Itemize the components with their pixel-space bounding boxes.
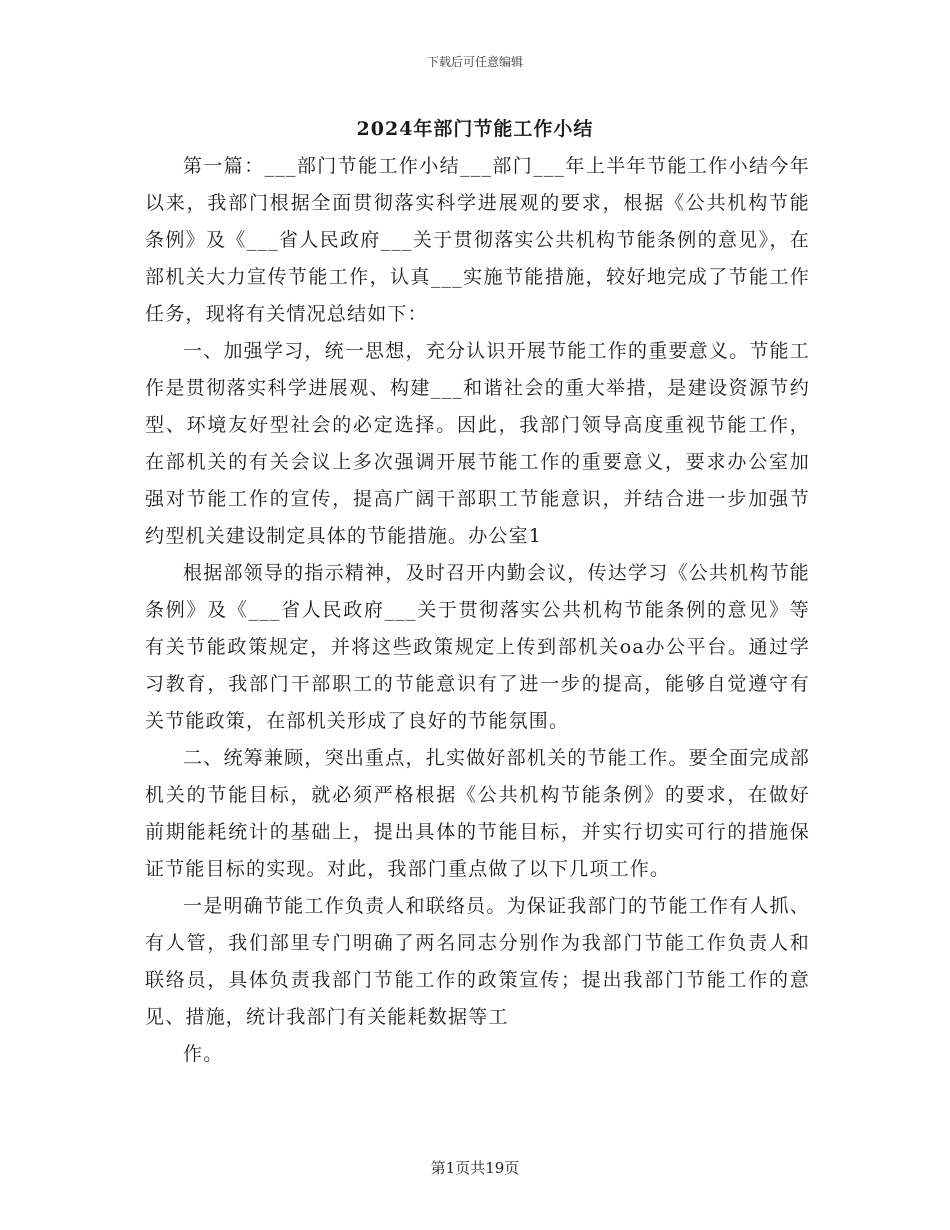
document-body	[145, 148, 810, 1073]
paragraph: 根据部领导的指示精神，及时召开内勤会议，传达学习《公共机构节能条例》及《___省人民政府___关于贯彻落实公共机构节能条例的意见》等有关节能政策规定，并将这些政策规定上传到部机关oa办公平台。通过学习教育，我部门干部职工的节能意识有了进一步的提高，能够自觉遵守有关节能政策，在部机关形成了良好的节能氛围。	[145, 562, 810, 732]
page-number: 第1页共19页	[430, 1159, 520, 1177]
page-header: 下载后可任意编辑	[426, 55, 523, 69]
paragraph: 一是明确节能工作负责人和联络员。为保证我部门的节能工作有人抓、有人管，我们部里专门明确了两名同志分别作为我部门节能工作负责人和联络员，具体负责我部门节能工作的政策宣传；提出我部门节能工作的意见、措施，统计我部门有关能耗数据等工	[145, 895, 810, 1028]
paragraph: 作。	[183, 1043, 224, 1065]
paragraph: 一、加强学习，统一思想，充分认识开展节能工作的重要意义。节能工作是贯彻落实科学进展观、构建___和谐社会的重大举措，是建设资源节约型、环境友好型社会的必定选择。因此，我部门领导高度重视节能工作，在部机关的有关会议上多次强调开展节能工作的重要意义，要求办公室加强对节能工作的宣传，提高广阔干部职工节能意识，并结合进一步加强节约型机关建设制定具体的节能措施。办公室1	[145, 340, 810, 547]
paragraph: 第一篇：___部门节能工作小结___部门___年上半年节能工作小结今年以来，我部门根据全面贯彻落实科学进展观的要求，根据《公共机构节能条例》及《___省人民政府___关于贯彻落实公共机构节能条例的意见》，在部机关大力宣传节能工作，认真___实施节能措施，较好地完成了节能工作任务，现将有关情况总结如下：	[145, 155, 810, 325]
paragraph: 二、统筹兼顾，突出重点，扎实做好部机关的节能工作。要全面完成部机关的节能目标，就必须严格根据《公共机构节能条例》的要求，在做好前期能耗统计的基础上，提出具体的节能目标，并实行切实可行的措施保证节能目标的实现。对此，我部门重点做了以下几项工作。	[145, 747, 810, 880]
document-title: 2024年部门节能工作小结	[356, 118, 594, 140]
